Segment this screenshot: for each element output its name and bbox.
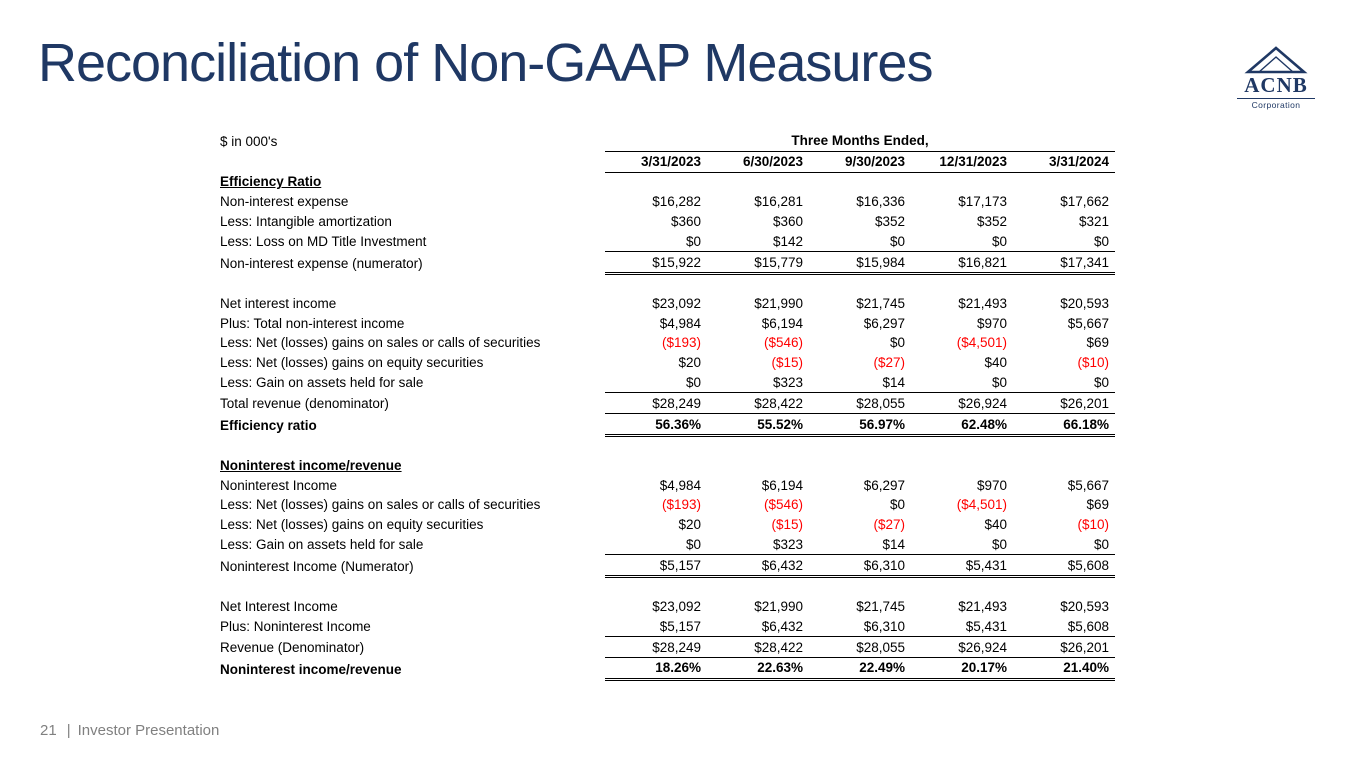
spacer-cell <box>220 435 1115 455</box>
row-value: $15,922 <box>605 252 707 274</box>
row-value: $28,249 <box>605 393 707 414</box>
table-body <box>220 172 1115 679</box>
row-value: 21.40% <box>1013 657 1115 679</box>
row-label: Less: Intangible amortization <box>220 214 392 230</box>
row-value: $20 <box>678 355 701 371</box>
row-value: $17,173 <box>958 194 1007 210</box>
row-label: Non-interest expense <box>220 194 349 210</box>
row-label: Less: Gain on assets held for sale <box>220 375 424 391</box>
row-value: 56.97% <box>809 414 911 436</box>
table-row <box>220 231 1115 251</box>
row-value: ($27) <box>873 355 905 371</box>
table-row <box>220 333 1115 353</box>
row-value: $5,667 <box>1067 477 1109 493</box>
row-label: Noninterest Income (Numerator) <box>220 559 414 575</box>
row-value: $0 <box>991 233 1007 249</box>
row-value: $16,336 <box>856 194 905 210</box>
row-value: $5,157 <box>659 618 701 634</box>
row-label: Total revenue (denominator) <box>220 396 389 412</box>
table-row <box>220 252 1115 274</box>
table-row <box>220 192 1115 212</box>
slide-title: Reconciliation of Non-GAAP Measures <box>38 33 933 93</box>
row-value: $21,990 <box>754 295 803 311</box>
period-header: Three Months Ended, <box>605 131 1115 151</box>
spacer-row <box>220 273 1115 293</box>
period-header-row <box>220 131 1115 151</box>
row-value: $20 <box>678 517 701 533</box>
row-label: Less: Net (losses) gains on equity securities <box>220 355 484 371</box>
row-value: $5,157 <box>605 555 707 577</box>
row-value: $15,779 <box>707 252 809 274</box>
page-number: 21 <box>40 722 57 739</box>
row-value <box>911 172 1013 192</box>
row-label: Net interest income <box>220 295 337 311</box>
row-value: $6,194 <box>761 315 803 331</box>
row-value: ($10) <box>1077 517 1109 533</box>
row-value <box>809 172 911 192</box>
row-value: $0 <box>1093 374 1109 390</box>
row-value <box>707 455 809 475</box>
row-value: $5,431 <box>965 618 1007 634</box>
row-value: $0 <box>889 233 905 249</box>
row-value: $21,493 <box>958 295 1007 311</box>
row-value: $20,593 <box>1060 295 1109 311</box>
footer-divider: | <box>66 722 71 739</box>
row-label: Revenue (Denominator) <box>220 640 365 656</box>
row-value: ($546) <box>763 335 803 351</box>
table-row <box>220 313 1115 333</box>
row-value: 20.17% <box>911 657 1013 679</box>
row-value: $28,249 <box>605 637 707 658</box>
table-row <box>220 515 1115 535</box>
row-value: ($193) <box>661 335 701 351</box>
table-row <box>220 535 1115 555</box>
row-value: $0 <box>991 374 1007 390</box>
row-value: $40 <box>984 517 1007 533</box>
row-value: $15,984 <box>809 252 911 274</box>
table-row <box>220 495 1115 515</box>
row-value: $26,201 <box>1013 637 1115 658</box>
logo-name: ACNB <box>1244 73 1308 97</box>
section-heading-row <box>220 172 1115 192</box>
row-value: $352 <box>976 214 1007 230</box>
row-value: 66.18% <box>1013 414 1115 436</box>
row-value: $0 <box>685 536 701 552</box>
row-value <box>809 455 911 475</box>
row-label: Net Interest Income <box>220 599 338 615</box>
spacer-cell <box>220 577 1115 597</box>
row-value: $26,924 <box>911 393 1013 414</box>
row-value: ($10) <box>1077 355 1109 371</box>
row-value: $970 <box>976 315 1007 331</box>
section-heading: Efficiency Ratio <box>220 174 322 190</box>
row-value: $0 <box>1093 233 1109 249</box>
row-label: Non-interest expense (numerator) <box>220 256 423 272</box>
row-value: $14 <box>882 374 905 390</box>
footer-label: Investor Presentation <box>77 722 220 739</box>
row-value: $23,092 <box>652 295 701 311</box>
row-value: $14 <box>882 536 905 552</box>
row-value: $5,608 <box>1067 618 1109 634</box>
row-value <box>707 172 809 192</box>
row-value: $21,745 <box>856 295 905 311</box>
row-value: $0 <box>991 536 1007 552</box>
row-value: $0 <box>685 374 701 390</box>
table-row <box>220 414 1115 436</box>
section-heading: Noninterest income/revenue <box>220 457 402 473</box>
row-value: $40 <box>984 355 1007 371</box>
row-value: $352 <box>874 214 905 230</box>
table-row <box>220 597 1115 617</box>
row-value: $360 <box>772 214 803 230</box>
row-value: $16,281 <box>754 194 803 210</box>
row-label: Less: Net (losses) gains on equity securities <box>220 517 484 533</box>
row-label: Plus: Total non-interest income <box>220 315 405 331</box>
row-value: $21,990 <box>754 599 803 615</box>
row-value: $4,984 <box>659 477 701 493</box>
row-value: $6,297 <box>863 315 905 331</box>
row-value: $6,194 <box>761 477 803 493</box>
spacer-cell <box>220 273 1115 293</box>
row-value: $17,662 <box>1060 194 1109 210</box>
row-value: $69 <box>1086 335 1109 351</box>
row-value <box>911 455 1013 475</box>
section-heading-row <box>220 455 1115 475</box>
table-row <box>220 657 1115 679</box>
row-value: $26,924 <box>911 637 1013 658</box>
row-value: $970 <box>976 477 1007 493</box>
row-value: $69 <box>1086 497 1109 513</box>
row-label: Less: Net (losses) gains on sales or calls of securities <box>220 497 541 513</box>
column-header: 9/30/2023 <box>809 151 911 172</box>
row-value: ($546) <box>763 497 803 513</box>
row-label: Plus: Noninterest Income <box>220 619 371 635</box>
row-value: $0 <box>685 233 701 249</box>
row-value: ($4,501) <box>956 335 1007 351</box>
row-value: $16,282 <box>652 194 701 210</box>
empty-corner-cell <box>220 151 605 172</box>
row-value: $6,297 <box>863 477 905 493</box>
logo-subtext: Corporation <box>1237 98 1315 110</box>
row-value: $20,593 <box>1060 599 1109 615</box>
row-value: $6,310 <box>809 555 911 577</box>
row-value: $5,431 <box>911 555 1013 577</box>
column-header: 3/31/2023 <box>605 151 707 172</box>
row-value: ($15) <box>771 517 803 533</box>
row-value: 18.26% <box>605 657 707 679</box>
row-value: $323 <box>772 536 803 552</box>
spacer-row <box>220 577 1115 597</box>
column-header: 12/31/2023 <box>911 151 1013 172</box>
reconciliation-table <box>220 131 1115 681</box>
table-row <box>220 616 1115 636</box>
table-row <box>220 555 1115 577</box>
table-row <box>220 353 1115 373</box>
row-value: $4,984 <box>659 315 701 331</box>
row-label: Efficiency ratio <box>220 418 317 434</box>
row-value: 55.52% <box>707 414 809 436</box>
row-value: 22.49% <box>809 657 911 679</box>
row-value: $28,422 <box>707 393 809 414</box>
row-value: 62.48% <box>911 414 1013 436</box>
row-value: 56.36% <box>605 414 707 436</box>
row-value: $21,493 <box>958 599 1007 615</box>
row-value: $28,055 <box>809 637 911 658</box>
row-value: $28,055 <box>809 393 911 414</box>
column-header: 6/30/2023 <box>707 151 809 172</box>
row-value: $28,422 <box>707 637 809 658</box>
row-value: $323 <box>772 374 803 390</box>
column-header: 3/31/2024 <box>1013 151 1115 172</box>
row-value <box>1013 172 1115 192</box>
row-label: Less: Loss on MD Title Investment <box>220 234 427 250</box>
row-label: Less: Net (losses) gains on sales or calls of securities <box>220 335 541 351</box>
financial-table <box>220 131 1115 681</box>
slide-footer <box>40 722 219 739</box>
row-label: Noninterest Income <box>220 477 338 493</box>
table-row <box>220 393 1115 414</box>
row-value <box>605 455 707 475</box>
row-value: $360 <box>670 214 701 230</box>
row-value: $142 <box>772 233 803 249</box>
row-label: Noninterest income/revenue <box>220 661 402 677</box>
table-row <box>220 637 1115 658</box>
row-value: ($27) <box>873 517 905 533</box>
row-value: $321 <box>1078 214 1109 230</box>
row-value: 22.63% <box>707 657 809 679</box>
table-row <box>220 212 1115 232</box>
logo-roof-icon <box>1244 46 1308 74</box>
row-value: $6,432 <box>761 618 803 634</box>
row-value: $26,201 <box>1013 393 1115 414</box>
row-label: Less: Gain on assets held for sale <box>220 537 424 553</box>
row-value: ($193) <box>661 497 701 513</box>
acnb-logo <box>1237 46 1315 110</box>
row-value: $16,821 <box>911 252 1013 274</box>
spacer-row <box>220 435 1115 455</box>
row-value: $17,341 <box>1013 252 1115 274</box>
table-row <box>220 373 1115 393</box>
row-value: $5,608 <box>1013 555 1115 577</box>
row-value <box>605 172 707 192</box>
row-value: ($15) <box>771 355 803 371</box>
row-value <box>1013 455 1115 475</box>
table-row <box>220 293 1115 313</box>
units-label: $ in 000's <box>220 133 278 149</box>
row-value: $23,092 <box>652 599 701 615</box>
row-value: $6,310 <box>863 618 905 634</box>
column-header-row <box>220 151 1115 172</box>
row-value: $0 <box>889 497 905 513</box>
table-row <box>220 475 1115 495</box>
row-value: ($4,501) <box>956 497 1007 513</box>
row-value: $6,432 <box>707 555 809 577</box>
row-value: $5,667 <box>1067 315 1109 331</box>
row-value: $0 <box>889 335 905 351</box>
row-value: $21,745 <box>856 599 905 615</box>
row-value: $0 <box>1093 536 1109 552</box>
